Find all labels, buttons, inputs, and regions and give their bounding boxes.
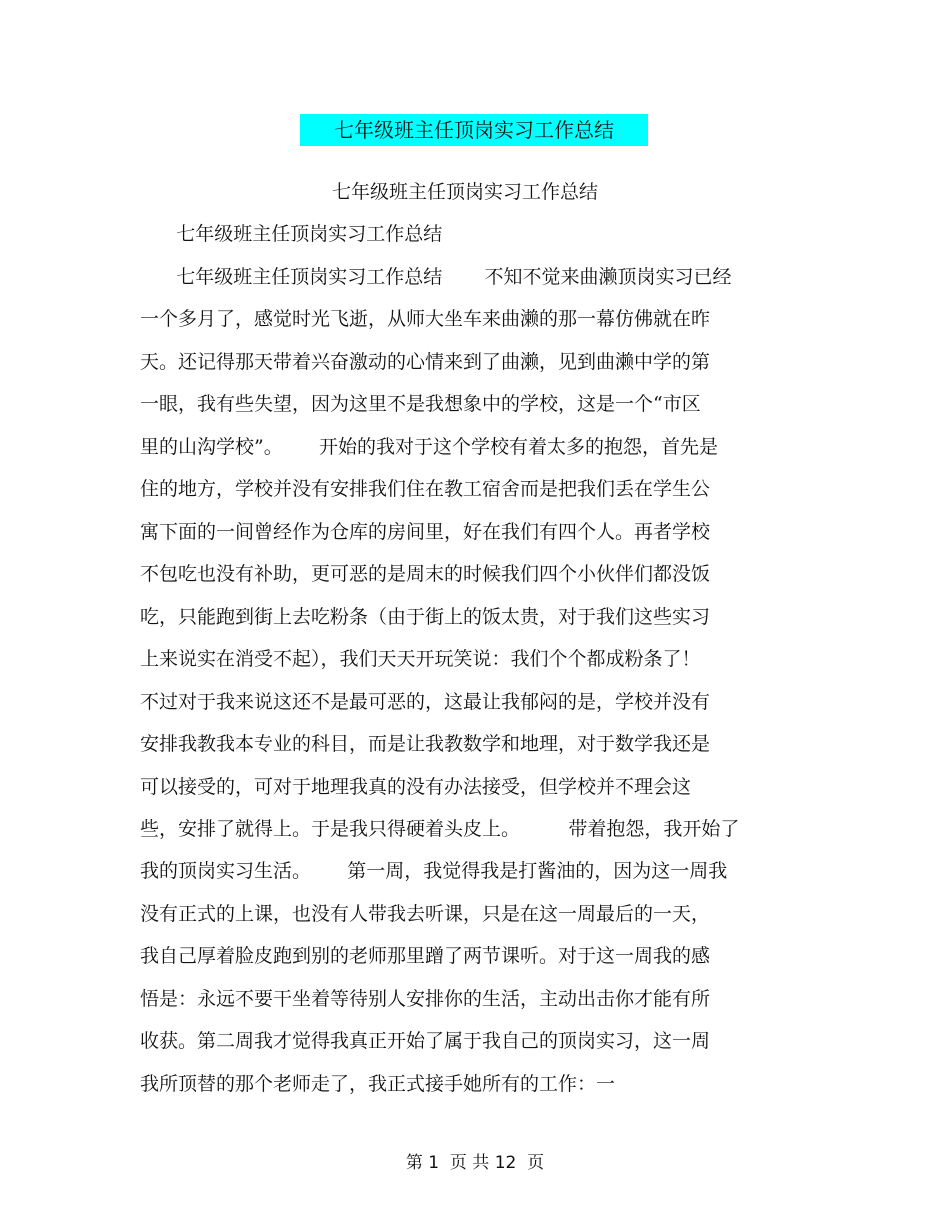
- body-line: 七年级班主任顶岗实习工作总结 不知不觉来曲濑顶岗实习已经: [140, 266, 732, 288]
- document-title: 七年级班主任顶岗实习工作总结: [300, 114, 648, 146]
- body-line: 不包吃也没有补助，更可恶的是周末的时候我们四个小伙伴们都没饭: [140, 563, 711, 585]
- body-line: 七年级班主任顶岗实习工作总结: [140, 223, 443, 245]
- body-line: 一个多月了，感觉时光飞逝，从师大坐车来曲濑的那一幕仿佛就在昨: [140, 308, 711, 330]
- body-line: 收获。第二周我才觉得我真正开始了属于我自己的顶岗实习，这一周: [140, 1030, 711, 1052]
- body-line: 不过对于我来说这还不是最可恶的，这最让我郁闷的是，学校并没有: [140, 691, 711, 713]
- body-line: 一眼，我有些失望，因为这里不是我想象中的学校，这是一个“市区: [140, 393, 701, 415]
- body-line: 寓下面的一间曾经作为仓库的房间里，好在我们有四个人。再者学校: [140, 521, 711, 543]
- body-line: 吃，只能跑到街上去吃粉条（由于街上的饭太贵，对于我们这些实习: [140, 606, 711, 628]
- body-line: 住的地方，学校并没有安排我们住在教工宿舍而是把我们丢在学生公: [140, 478, 711, 500]
- body-line: 天。还记得那天带着兴奋激动的心情来到了曲濑，见到曲濑中学的第: [140, 351, 711, 373]
- body-line: 些，安排了就得上。于是我只得硬着头皮上。 带着抱怨，我开始了: [140, 818, 740, 840]
- body-line: 安排我教我本专业的科目，而是让我教数学和地理，对于数学我还是: [140, 733, 711, 755]
- body-line: 可以接受的，可对于地理我真的没有办法接受，但学校并不理会这: [140, 776, 692, 798]
- body-line: 没有正式的上课，也没有人带我去听课，只是在这一周最后的一天，: [140, 903, 711, 925]
- page-number-footer: 第 1 页 共 12 页: [405, 1153, 545, 1173]
- body-line: 我的顶岗实习生活。 第一周，我觉得我是打酱油的，因为这一周我: [140, 860, 728, 882]
- body-line: 我自己厚着脸皮跑到别的老师那里蹭了两节课听。对于这一周我的感: [140, 945, 711, 967]
- body-line: 上来说实在消受不起），我们天天开玩笑说：我们个个都成粉条了！: [140, 648, 701, 670]
- body-line: 我所顶替的那个老师走了，我正式接手她所有的工作：一: [140, 1073, 616, 1095]
- document-subtitle: 七年级班主任顶岗实习工作总结: [331, 181, 598, 203]
- body-line: 里的山沟学校”。 开始的我对于这个学校有着太多的抱怨，首先是: [140, 436, 718, 458]
- body-line: 悟是：永远不要干坐着等待别人安排你的生活，主动出击你才能有所: [140, 988, 711, 1010]
